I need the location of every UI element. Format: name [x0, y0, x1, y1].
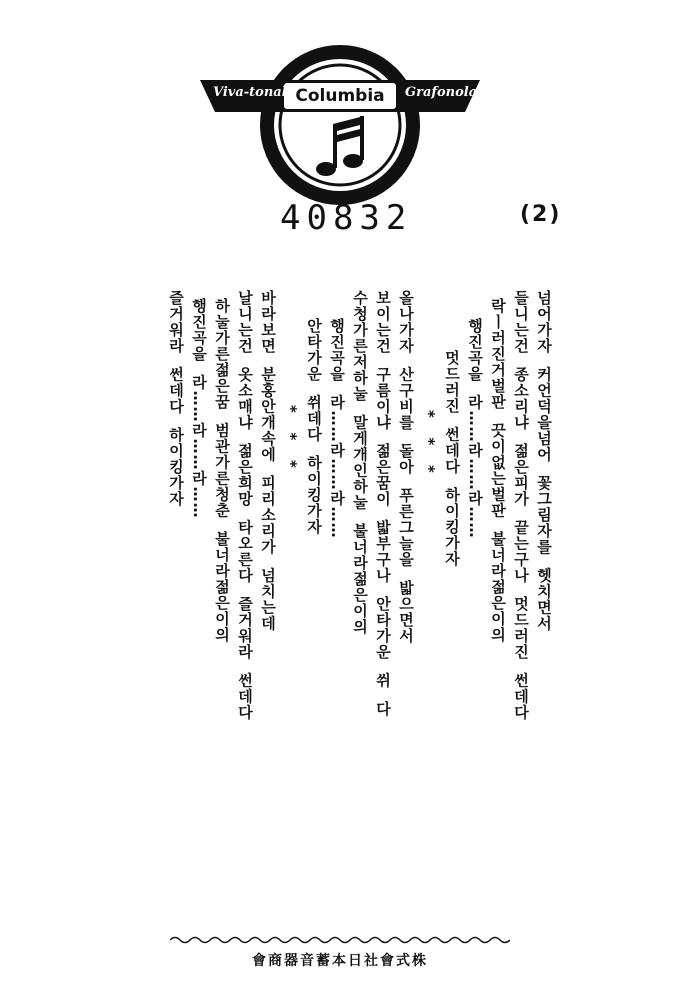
lyric-line: 락ㅣ러진거벌판 끗이없는벌판 불너라젊은이의: [489, 298, 507, 643]
lyric-line: 넘어가자 커언덕을넘어 꽃그림자를 헷치면서: [535, 290, 553, 632]
lyric-line: 행진곡을 라……라……라……: [328, 318, 346, 539]
section-divider: * * *: [420, 410, 438, 474]
logo-brand-text: Columbia: [295, 86, 385, 106]
lyric-line: 안타가운 쒸데다 하이킹가자: [305, 318, 323, 535]
section-divider: * * *: [282, 405, 300, 469]
columbia-logo: [195, 40, 485, 210]
logo-left-text: Viva-tonal: [213, 85, 287, 100]
lyric-line: 날니는건 옷소매냐 젊은희망 타오른다 즐거워라 썬데다: [236, 290, 254, 721]
lyric-line: 바라보면 분홍안개속에 피리소리가 넘치는데: [259, 290, 277, 632]
lyric-line: 즐거워라 썬데다 하이킹가자: [167, 290, 185, 507]
catalog-number: 40832: [280, 198, 413, 238]
lyric-line: 올나가자 산구비를 돌아 푸른그늘을 밟으면서: [397, 290, 415, 644]
lyric-line: 행진곡을 라……라……라……: [190, 298, 208, 519]
side-number: (2): [520, 202, 562, 227]
lyric-line: 멋드러진 썬데다 하이킹가자: [443, 350, 461, 567]
logo-right-text: Grafonola: [405, 85, 478, 100]
lyric-line: 행진곡을 라……라……라……: [466, 318, 484, 539]
lyric-line: 하눌가른젊은꿈 범관가른청춘 불너라젊은이의: [213, 298, 231, 643]
footer-wavy-rule: [170, 930, 510, 940]
lyrics-block: [105, 290, 555, 790]
lyric-line: 보이는건 구름이냐 젊은꿈이 밟부구나 안타가운 쒸 다: [374, 290, 392, 717]
publisher-imprint: 會商器音蓄本日社會式株: [252, 953, 428, 969]
lyric-line: 수청가른저하눌 말게개인하눌 불너라젊은이의: [351, 290, 369, 635]
lyric-line: 들니는건 종소리냐 젊은피가 끝는구나 멋드러진 썬데다: [512, 290, 530, 721]
